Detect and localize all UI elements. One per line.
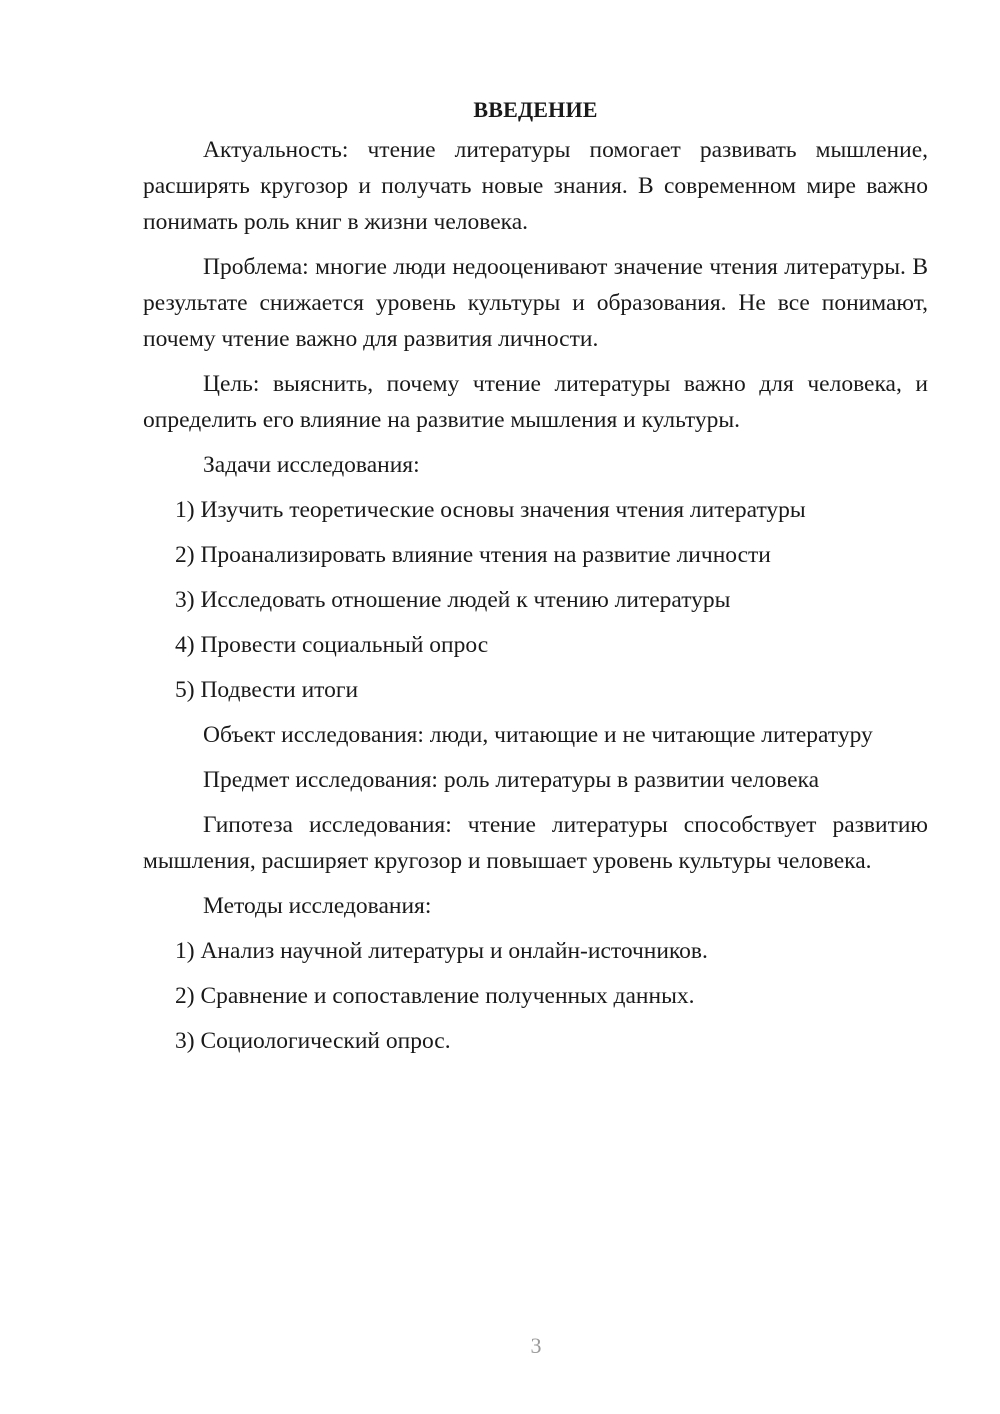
task-item: 1) Изучить теоретические основы значения чтения литературы bbox=[175, 497, 806, 523]
problem-paragraph: Проблема: многие люди недооценивают значение чтения литературы. В результате снижается уровень культуры и образования. Не все понимают, почему чтение важно для развития личности. bbox=[143, 254, 928, 352]
page-title: ВВЕДЕНИЕ bbox=[473, 97, 598, 122]
research-object: Объект исследования: люди, читающие и не читающие литературу bbox=[203, 722, 873, 748]
goal-paragraph: Цель: выяснить, почему чтение литературы важно для человека, и определить его влияние на развитие мышления и культуры. bbox=[143, 371, 928, 433]
document-body bbox=[143, 92, 928, 1068]
research-subject: Предмет исследования: роль литературы в развитии человека bbox=[203, 767, 820, 793]
task-item: 4) Провести социальный опрос bbox=[175, 632, 489, 658]
method-item: 2) Сравнение и сопоставление полученных данных. bbox=[175, 983, 695, 1009]
task-item: 5) Подвести итоги bbox=[175, 677, 359, 703]
relevance-paragraph: Актуальность: чтение литературы помогает развивать мышление, расширять кругозор и получать новые знания. В современном мире важно понимать роль книг в жизни человека. bbox=[143, 137, 928, 235]
task-item: 3) Исследовать отношение людей к чтению литературы bbox=[175, 587, 731, 613]
methods-heading: Методы исследования: bbox=[203, 893, 432, 919]
method-item: 1) Анализ научной литературы и онлайн-источников. bbox=[175, 938, 708, 964]
task-item: 2) Проанализировать влияние чтения на развитие личности bbox=[175, 542, 771, 568]
tasks-heading: Задачи исследования: bbox=[203, 452, 420, 478]
page-number: 3 bbox=[530, 1333, 542, 1358]
method-item: 3) Социологический опрос. bbox=[175, 1028, 451, 1054]
hypothesis-paragraph: Гипотеза исследования: чтение литературы способствует развитию мышления, расширяет кругозор и повышает уровень культуры человека. bbox=[143, 812, 928, 874]
